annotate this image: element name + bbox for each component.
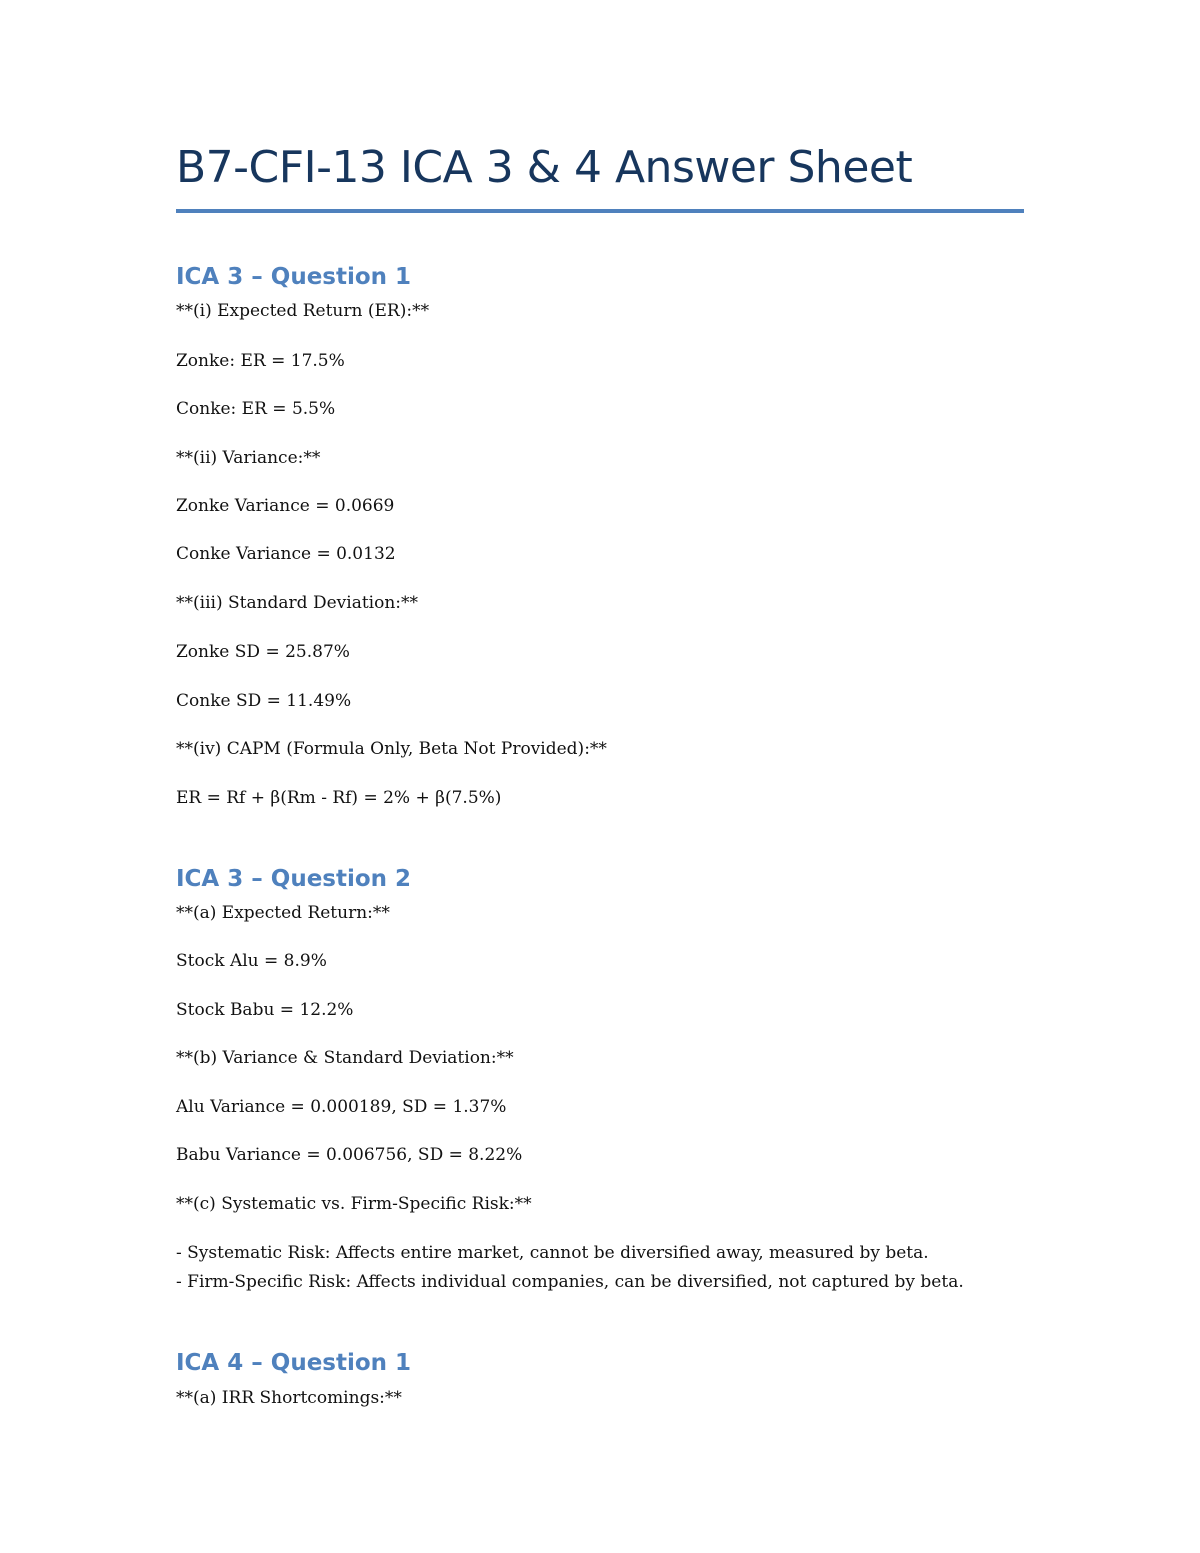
subheading-variance: **(ii) Variance:** (176, 448, 321, 468)
subheading-standard-deviation: **(iii) Standard Deviation:** (176, 593, 419, 613)
answer-line: Conke Variance = 0.0132 (176, 544, 396, 564)
subheading-expected-return: **(i) Expected Return (ER):** (176, 301, 430, 321)
section-heading-ica3-q1: ICA 3 – Question 1 (176, 264, 412, 290)
answer-line: Zonke: ER = 17.5% (176, 351, 345, 371)
subheading-expected-return: **(a) Expected Return:** (176, 903, 390, 923)
bullet-line: - Systematic Risk: Affects entire market, cannot be diversified away, measured by beta. (176, 1243, 929, 1263)
answer-line: Zonke SD = 25.87% (176, 642, 350, 662)
answer-line: Conke SD = 11.49% (176, 691, 352, 711)
section-heading-ica3-q2: ICA 3 – Question 2 (176, 866, 412, 892)
subheading-risk-types: **(c) Systematic vs. Firm-Specific Risk:** (176, 1194, 532, 1214)
answer-line: Stock Alu = 8.9% (176, 951, 327, 971)
capm-formula-line: ER = Rf + β(Rm - Rf) = 2% + β(7.5%) (176, 788, 502, 808)
answer-line: Conke: ER = 5.5% (176, 399, 336, 419)
subheading-variance-sd: **(b) Variance & Standard Deviation:** (176, 1048, 514, 1068)
answer-line: Zonke Variance = 0.0669 (176, 496, 395, 516)
section-heading-ica4-q1: ICA 4 – Question 1 (176, 1350, 412, 1376)
answer-line: Stock Babu = 12.2% (176, 1000, 354, 1020)
bullet-line: - Firm-Specific Risk: Affects individual companies, can be diversified, not captured by beta. (176, 1272, 964, 1292)
title-underline (176, 209, 1024, 213)
subheading-capm: **(iv) CAPM (Formula Only, Beta Not Provided):** (176, 739, 607, 759)
answer-line: Babu Variance = 0.006756, SD = 8.22% (176, 1145, 523, 1165)
answer-line: Alu Variance = 0.000189, SD = 1.37% (176, 1097, 507, 1117)
document-title: B7-CFI-13 ICA 3 & 4 Answer Sheet (176, 142, 913, 193)
subheading-irr-shortcomings: **(a) IRR Shortcomings:** (176, 1388, 402, 1408)
